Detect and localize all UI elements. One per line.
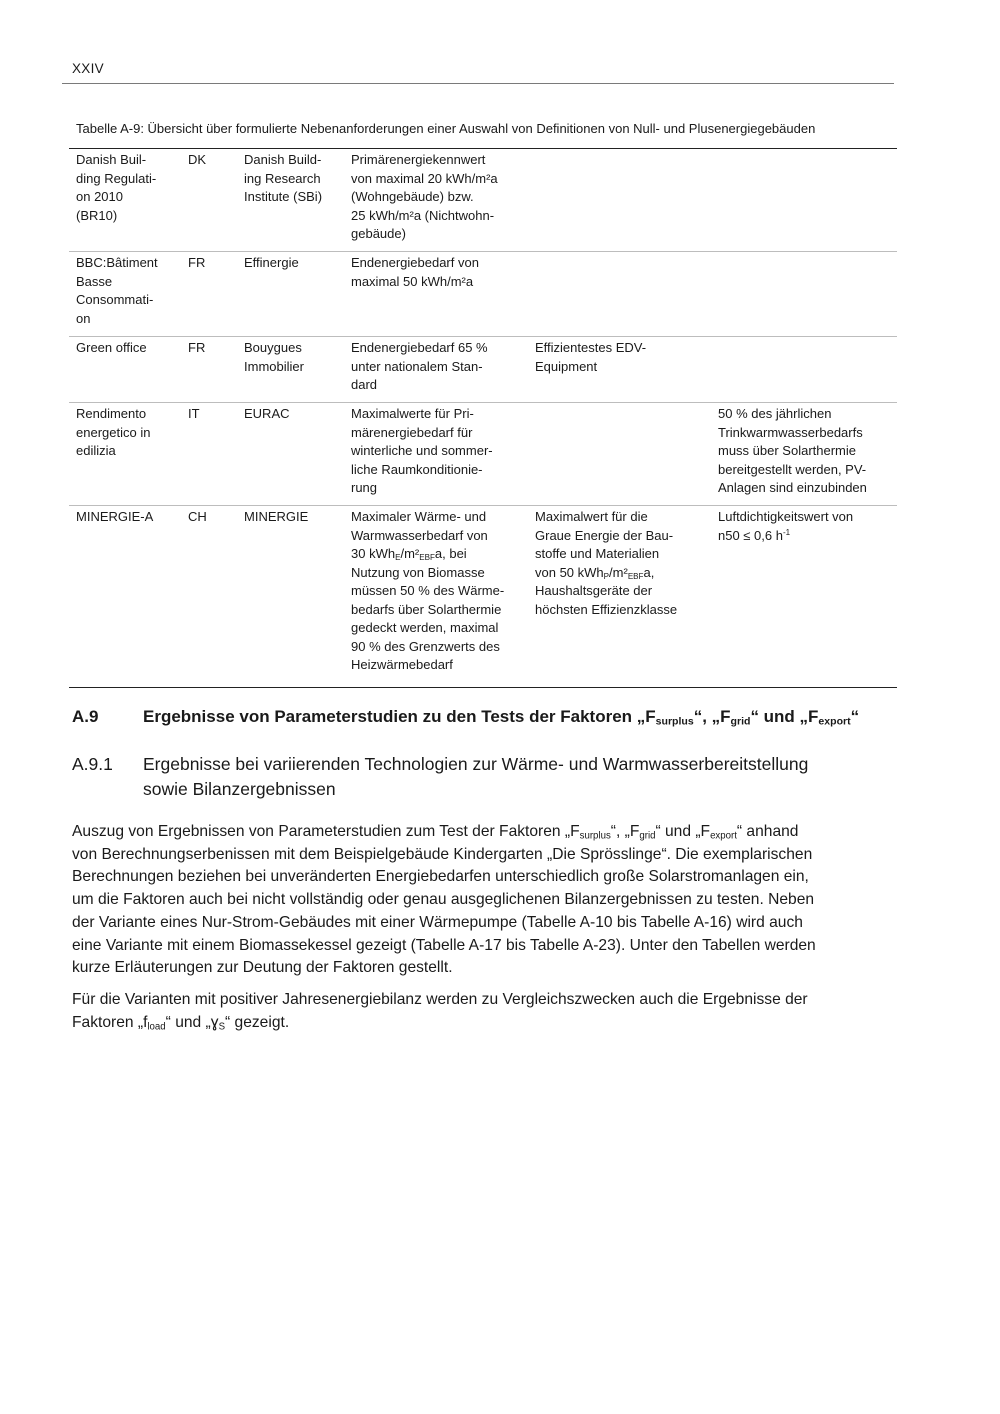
cell-energy-requirement (351, 506, 504, 675)
paragraph-line: der Variante eines Nur-Strom-Gebäudes mit einer Wärmepumpe (Tabelle A-10 bis Tabelle A-16) wird auch (72, 913, 803, 931)
cell-line: Endenergiebedarf von (351, 255, 479, 270)
cell-line: 90 % des Grenzwerts des (351, 638, 500, 654)
cell-additional-requirement (535, 506, 677, 619)
cell-line: EURAC (244, 406, 290, 421)
cell-line: rung (351, 480, 378, 495)
cell-country (188, 403, 200, 424)
subsection-number: A.9.1 (72, 754, 113, 774)
cell-country (188, 337, 205, 358)
table-body (69, 149, 897, 688)
cell-line: Nutzung von Biomasse (351, 564, 485, 580)
cell-energy-requirement (351, 403, 493, 498)
paragraph-line: eine Variante mit einem Biomassekessel gezeigt (Tabelle A-17 bis Tabelle A-23). Unter den Tabellen werden (72, 936, 816, 954)
cell-line: märenergiebedarf für (351, 424, 473, 440)
cell-line: stoffe und Materialien (535, 546, 660, 561)
cell-line: Danish Buil- (76, 152, 147, 167)
cell-line: Haushaltsgeräte der (535, 583, 653, 598)
cell-line: 30 $kWh_E/m^2_{EBF}a$, bei (351, 546, 467, 562)
table-row (69, 403, 897, 506)
cell-line: Bouygues (244, 340, 302, 355)
cell-country (188, 506, 207, 527)
cell-line: (Wohngebäude) bzw. (351, 189, 474, 204)
cell-line: Warmwasserbedarf von (351, 527, 488, 543)
paragraph-line: Faktoren $„f_{load}“$ und „ɣ$_S$“ gezeigt. (72, 1013, 290, 1033)
cell-line: ding Regulati- (76, 170, 157, 186)
cell-line: edilizia (76, 443, 116, 458)
cell-line: Effizientestes EDV- (535, 340, 647, 355)
cell-energy-requirement (351, 337, 488, 395)
table-row (69, 149, 897, 252)
cell-definition (76, 403, 150, 461)
cell-country (188, 252, 205, 273)
cell-line: winterliche und sommer- (351, 443, 493, 458)
cell-line: liche Raumkonditionie- (351, 461, 483, 477)
paragraph-intro (72, 821, 816, 980)
page-number: XXIV (72, 61, 104, 76)
cell-line: MINERGIE (244, 509, 309, 524)
cell-line: on 2010 (76, 189, 123, 204)
cell-further-requirement (718, 403, 867, 498)
cell-line: DK (188, 152, 207, 167)
cell-line: Equipment (535, 358, 598, 374)
section-number: A.9 (72, 707, 99, 726)
cell-definition (76, 337, 147, 358)
cell-line: Institute (SBi) (244, 189, 323, 204)
cell-line: Heizwärmebedarf (351, 657, 453, 672)
cell-line: Graue Energie der Bau- (535, 527, 674, 543)
cell-energy-requirement (351, 149, 498, 244)
cell-line: Maximalwert für die (535, 509, 648, 524)
cell-further-requirement (718, 506, 853, 545)
cell-line: energetico in (76, 424, 151, 440)
cell-line: Maximaler Wärme- und (351, 509, 487, 524)
cell-line: unter nationalem Stan- (351, 358, 483, 374)
cell-line: Green office (76, 340, 147, 355)
cell-energy-requirement (351, 252, 479, 291)
paragraph-line: um die Faktoren auch bei nicht vollständig oder genau ausgeglichenen Bilanzergebnissen zu testen. Neben (72, 891, 815, 909)
cell-line: bedarfs über Solarthermie (351, 601, 502, 617)
paragraph-line: Auszug von Ergebnissen von Parameterstudien zum Test der Faktoren $„F_{surplus}“$, $„F_{grid}“$ und $„F_{export}“$ anhand (72, 823, 799, 842)
cell-line: Rendimento (76, 406, 147, 421)
requirements-table (69, 148, 897, 688)
cell-line: Anlagen sind einzubinden (718, 480, 867, 495)
cell-line: von maximal 20 kWh/m²a (351, 170, 498, 186)
table-row (69, 337, 897, 403)
cell-line: Danish Build- (244, 152, 322, 167)
cell-line: n50 ≤ 0,6 $h^{-1}$ (718, 527, 791, 543)
cell-line: MINERGIE-A (76, 509, 154, 524)
cell-line: Endenergiebedarf 65 % (351, 340, 488, 355)
subsection-title: Ergebnisse bei variierenden Technologien zur Wärme- und Warmwasserbereitstellung sowie Bilanzergebnissen (143, 754, 809, 799)
cell-line: 50 % des jährlichen (718, 406, 832, 421)
cell-line: (BR10) (76, 207, 118, 223)
cell-organisation (244, 252, 299, 273)
paragraph-variants (72, 989, 808, 1034)
cell-line: bereitgestellt werden, PV- (718, 461, 867, 477)
table-row (69, 506, 897, 687)
cell-line: ing Research (244, 170, 321, 186)
cell-line: von 50 $kWh_P/m^2_{EBF}a$, (535, 564, 655, 581)
paragraph-line: von Berechnungserbenissen mit dem Beispielgebäude Kindergarten „Die Sprösslinge“. Die exemplarischen (72, 845, 813, 863)
cell-line: 25 kWh/m²a (Nichtwohn- (351, 207, 495, 223)
cell-line: höchsten Effizienzklasse (535, 601, 678, 617)
cell-organisation (244, 337, 304, 376)
cell-line: Primärenergiekennwert (351, 152, 486, 167)
cell-country (188, 149, 206, 170)
section-title: Ergebnisse von Parameterstudien zu den Tests der Faktoren $„F_{surplus}“$, $„F_{grid}“$ und $„F_{export}“$ (143, 707, 860, 728)
cell-organisation (244, 403, 290, 424)
cell-line: Consommati- (76, 292, 154, 307)
cell-line: Maximalwerte für Pri- (351, 406, 474, 421)
cell-definition (76, 149, 156, 225)
table-caption: Tabelle A-9: Übersicht über formulierte Nebenanforderungen einer Auswahl von Definitionen von Null- und Plusenergiegebäuden (76, 121, 816, 136)
cell-definition (76, 506, 153, 527)
cell-line: Luftdichtigkeitswert von (718, 509, 854, 524)
cell-line: muss über Solarthermie (718, 443, 856, 458)
cell-line: müssen 50 % des Wärme- (351, 583, 505, 598)
cell-line: Basse (76, 273, 113, 289)
table-row (69, 252, 897, 337)
header-rule (62, 83, 894, 84)
cell-organisation (244, 506, 308, 527)
cell-line: gedeckt werden, maximal (351, 620, 499, 635)
cell-line: maximal 50 kWh/m²a (351, 273, 474, 289)
paragraph-line: Für die Varianten mit positiver Jahresenergiebilanz werden zu Vergleichszwecken auch die Ergebnisse der (72, 991, 808, 1008)
cell-additional-requirement (535, 337, 646, 376)
paragraph-line: kurze Erläuterungen zur Deutung der Faktoren gestellt. (72, 959, 453, 977)
cell-line: FR (188, 340, 206, 355)
cell-line: FR (188, 255, 206, 270)
cell-line: IT (188, 406, 200, 421)
cell-line: Effinergie (244, 255, 299, 270)
cell-definition (76, 252, 158, 328)
cell-line: Immobilier (244, 358, 304, 374)
cell-line: on (76, 310, 91, 326)
cell-organisation (244, 149, 322, 207)
cell-line: gebäude) (351, 226, 406, 241)
cell-line: Trinkwarmwasserbedarfs (718, 424, 863, 440)
cell-line: dard (351, 377, 378, 392)
cell-line: BBC:Bâtiment (76, 255, 158, 270)
paragraph-line: Berechnungen beziehen bei unveränderten Energiebedarfen unterschiedlich große Solarstromanlagen ein, (72, 868, 809, 886)
cell-line: CH (188, 509, 207, 524)
